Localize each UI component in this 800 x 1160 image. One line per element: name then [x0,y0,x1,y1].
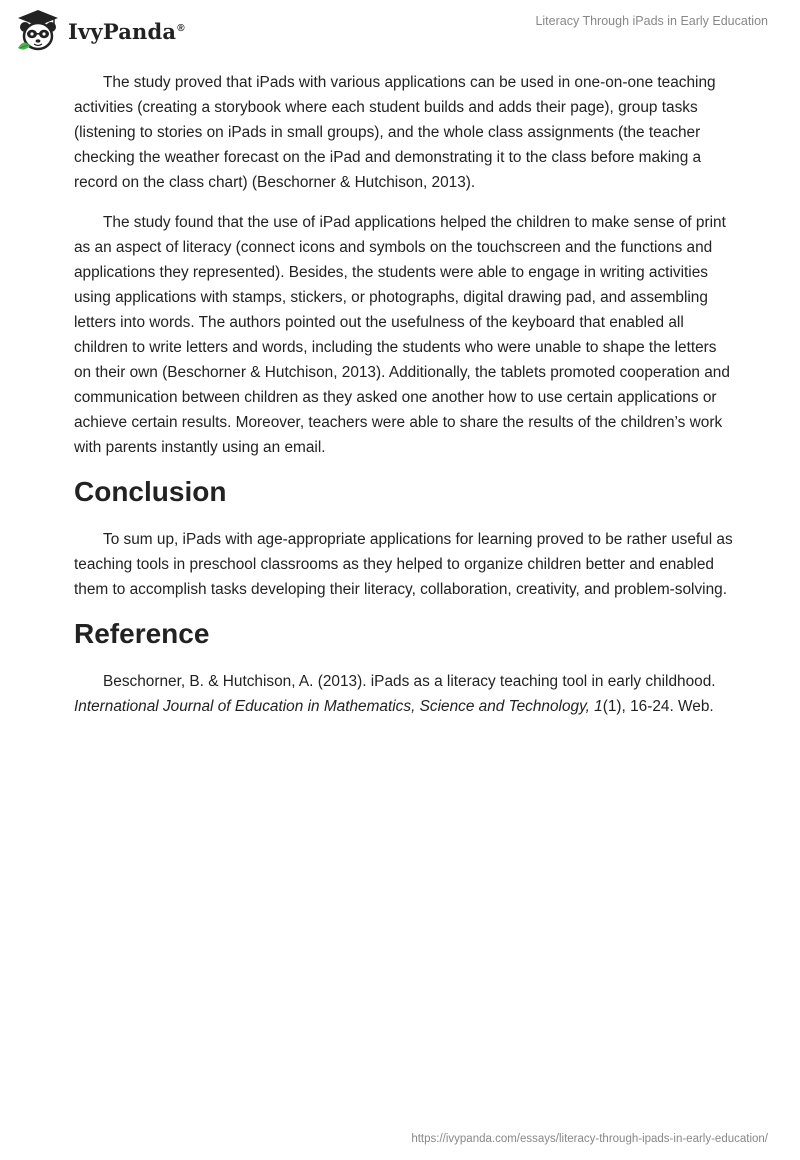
conclusion-heading: Conclusion [74,476,227,507]
running-title: Literacy Through iPads in Early Education [535,14,768,28]
essay-content [74,70,734,734]
reference-journal: International Journal of Education in Mathematics, Science and Technology, 1 [74,698,603,715]
logo-wordmark: IvyPanda® [68,18,185,44]
reference-entry [74,669,734,719]
registered-mark: ® [177,22,185,34]
ivypanda-logo[interactable] [14,8,185,54]
conclusion-paragraph: To sum up, iPads with age-appropriate applications for learning proved to be rather useful as teaching tools in preschool classrooms as they helped to organize children better and enabled them to accomplish tasks developing their literacy, collaboration, creativity, and problem-solving. [74,531,733,598]
panda-graduate-icon [14,8,62,54]
reference-issue-pages: (1), 16-24. Web. [602,698,714,715]
reference-heading: Reference [74,618,210,649]
body-paragraph: The study proved that iPads with various applications can be used in one-on-one teaching activities (creating a storybook where each student builds and adds their page), group tasks (listening to stories on iPads in small groups), and the whole class assignments (the teacher checking the weather forecast on the iPad and demonstrating it to the class before making a record on the class chart) (Beschorner & Hutchison, 2013). [74,74,716,191]
source-url-link[interactable]: https://ivypanda.com/essays/literacy-through-ipads-in-early-education/ [411,1133,768,1145]
reference-authors-title: Beschorner, B. & Hutchison, A. (2013). iPads as a literacy teaching tool in early childhood. [103,673,716,690]
page-header [0,0,800,60]
body-paragraph: The study found that the use of iPad applications helped the children to make sense of print as an aspect of literacy (connect icons and symbols on the touchscreen and the functions and applications they represented). Besides, the students were able to engage in writing activities using applications with stamps, stickers, or photographs, digital drawing pad, and assembling letters into words. The authors pointed out the usefulness of the keyboard that enabled all children to write letters and words, including the students who were unable to shape the letters on their own (Beschorner & Hutchison, 2013). Additionally, the tablets promoted cooperation and communication between children as they asked one another how to use certain applications or achieve certain results. Moreover, teachers were able to share the results of the children’s work with parents instantly using an email. [74,214,730,456]
